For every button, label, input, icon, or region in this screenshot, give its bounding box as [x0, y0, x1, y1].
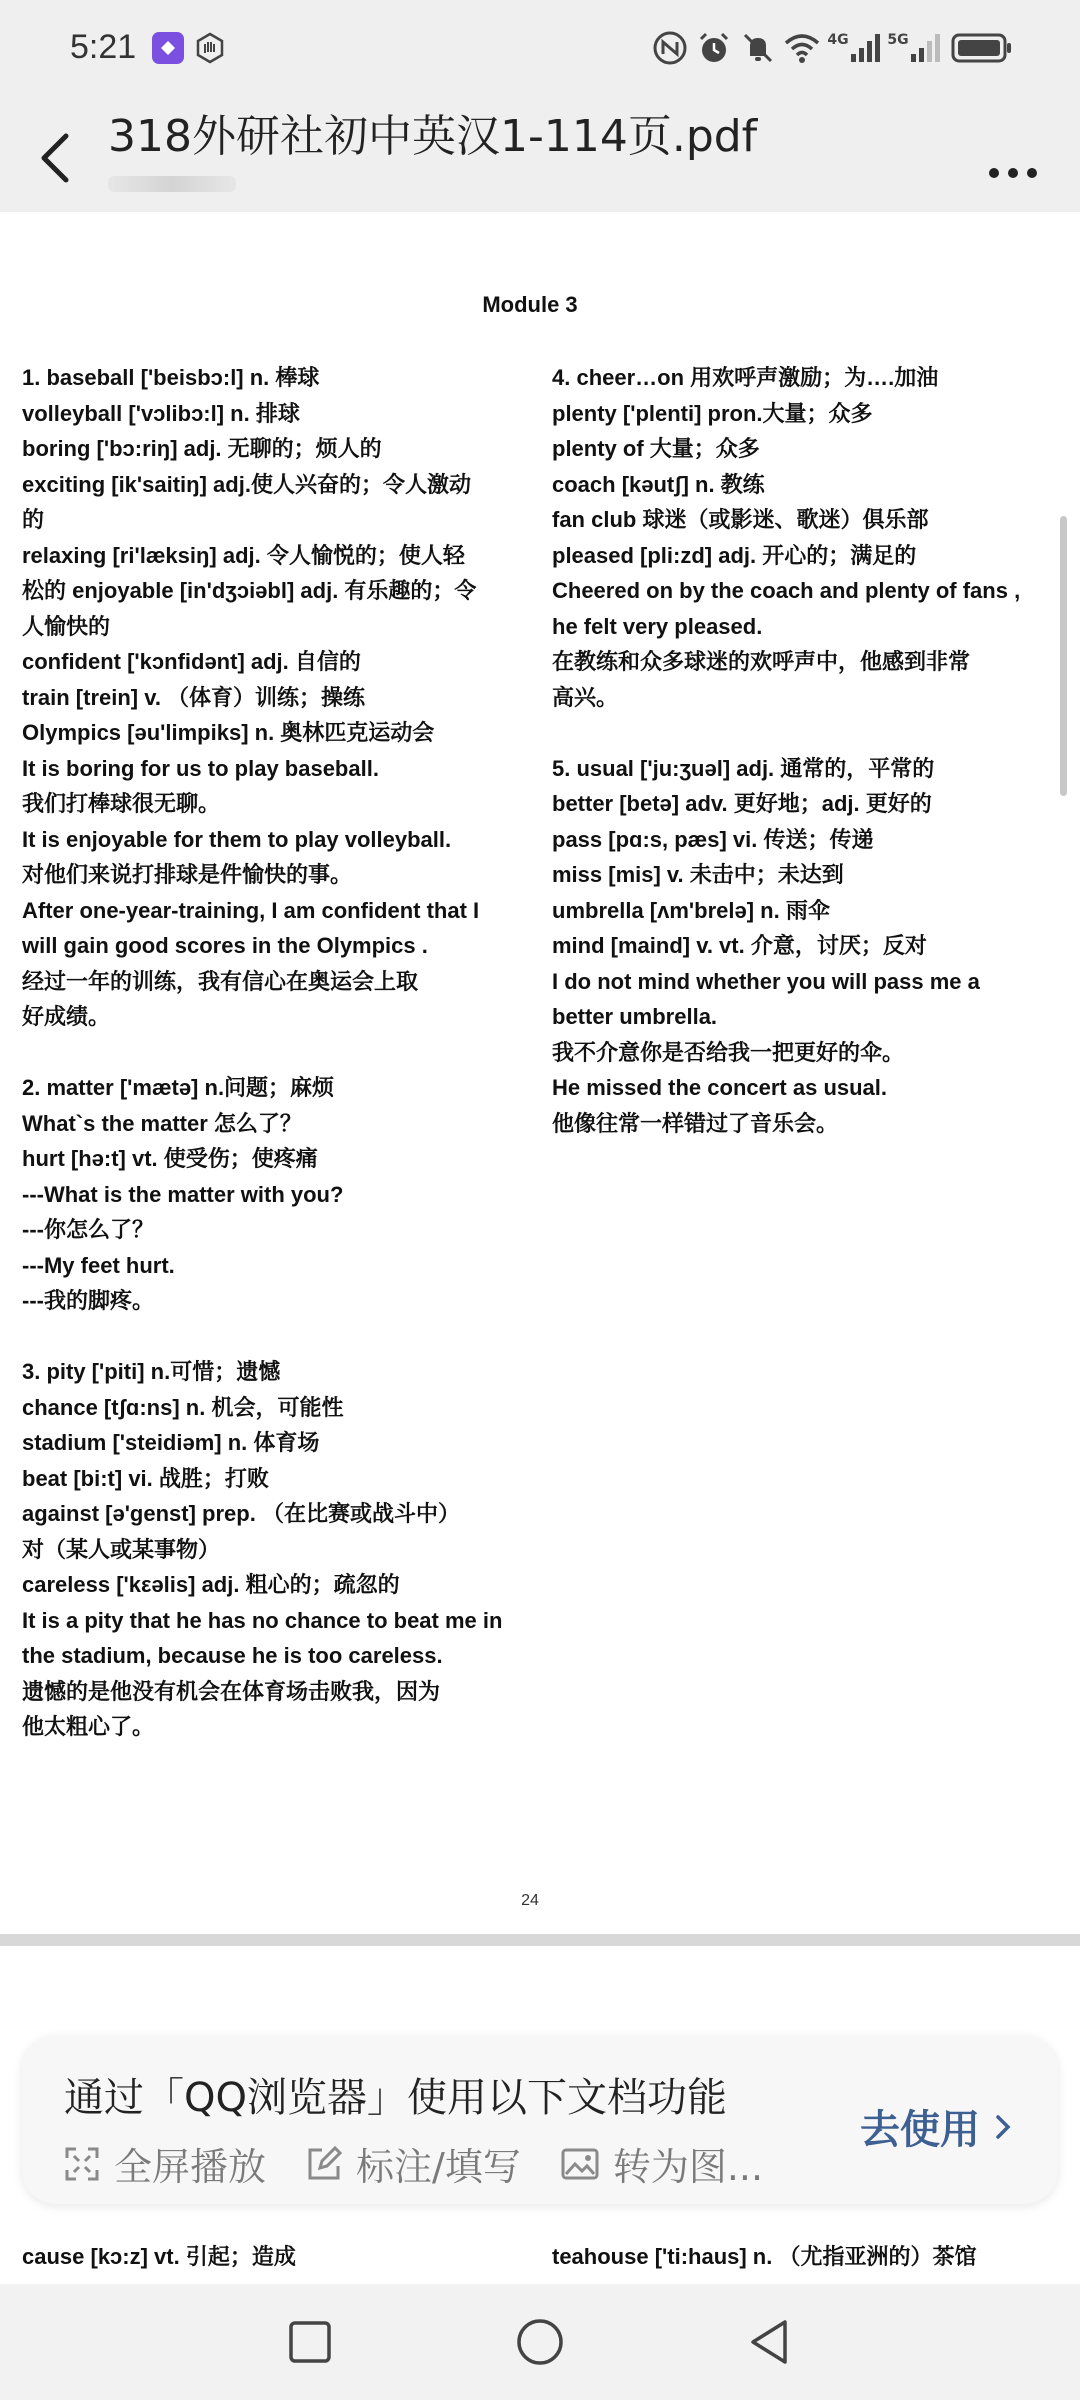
text-line: the stadium, because he is too careless.: [22, 1643, 443, 1668]
text-line: 2. matter ['mætə] n.问题；麻烦: [22, 1075, 335, 1100]
module-heading: Module 3: [482, 292, 578, 317]
text-line: relaxing [ri'læksiŋ] adj. 令人愉悦的；使人轻: [22, 542, 465, 568]
text-line: plenty ['plenti] pron.大量；众多: [552, 400, 873, 426]
recent-apps-button[interactable]: [280, 2312, 340, 2372]
banner-features: [64, 2136, 803, 2191]
text-line: 1. baseball ['beisbɔ:l] n. 棒球: [22, 365, 320, 390]
text-line: better umbrella.: [552, 1004, 718, 1029]
text-line: It is enjoyable for them to play volleyball.: [22, 826, 452, 852]
text-line: 对他们来说打排球是件愉快的事。: [22, 862, 353, 887]
text-line: hurt [hə:t] vt. 使受伤；使疼痛: [22, 1146, 318, 1171]
text-line: ---My feet hurt.: [22, 1252, 175, 1278]
document-page[interactable]: [0, 212, 1080, 1934]
home-icon: [515, 2317, 565, 2367]
text-line: train [trein] v. （体育）训练；操练: [22, 684, 366, 710]
wifi-icon: [782, 28, 822, 68]
blank-line: [552, 715, 1052, 751]
text-line: fan club 球迷（或影迷、歌迷）俱乐部: [552, 507, 929, 532]
text-line: 经过一年的训练，我有信心在奥运会上取: [22, 968, 419, 994]
text-line: 高兴。: [552, 684, 619, 710]
text-line: he felt very pleased.: [552, 613, 763, 639]
nav-back-button[interactable]: [740, 2312, 800, 2372]
mute-icon: [738, 28, 778, 68]
alarm-icon: [694, 28, 734, 68]
feature-annotate-label: 标注/填写: [356, 2145, 521, 2189]
text-line: coach [kəutʃ] n. 教练: [552, 471, 765, 497]
text-line: 对（某人或某事物）: [22, 1536, 221, 1562]
feature-annotate[interactable]: [306, 2136, 521, 2191]
text-line: careless ['kεəlis] adj. 粗心的；疏忽的: [22, 1572, 400, 1597]
battery-icon: [950, 28, 1014, 68]
text-line: 我们打棒球很无聊。: [22, 791, 221, 816]
text-line: umbrella [ʌm'brelə] n. 雨伞: [552, 897, 830, 923]
recent-apps-icon: [287, 2319, 333, 2365]
viewer-header: [0, 100, 1080, 212]
text-line: better [betə] adv. 更好地；adj. 更好的: [552, 791, 932, 816]
text-line: 松的 enjoyable [in'dʒɔiəbl] adj. 有乐趣的；令: [22, 578, 477, 603]
text-line: ---我的脚疼。: [22, 1288, 154, 1313]
fullscreen-icon: [64, 2146, 100, 2182]
text-line: miss [mis] v. 未击中；未达到: [552, 862, 844, 887]
right-column: [552, 360, 1052, 1141]
app-notification-icon: [150, 28, 186, 68]
text-line: pleased [pli:zd] adj. 开心的；满足的: [552, 542, 917, 568]
page-number: 24: [521, 1892, 539, 1909]
system-nav-bar: [0, 2284, 1080, 2400]
text-line: It is boring for us to play baseball.: [22, 755, 379, 781]
text-line: 我不介意你是否给我一把更好的伞。: [552, 1039, 905, 1065]
text-line: I do not mind whether you will pass me a: [552, 968, 980, 994]
text-line: will gain good scores in the Olympics .: [22, 933, 428, 958]
banner-title: 通过「QQ浏览器」使用以下文档功能: [64, 2075, 727, 2121]
page-separator: [0, 1934, 1080, 1946]
signal-4g-icon: [826, 28, 884, 68]
text-line: ---你怎么了？: [22, 1217, 154, 1242]
text-line: 4. cheer…on 用欢呼声激励；为….加油: [552, 365, 939, 390]
scrollbar[interactable]: [1060, 516, 1067, 796]
text-line: 在教练和众多球迷的欢呼声中，他感到非常: [552, 649, 971, 674]
text-line: He missed the concert as usual.: [552, 1075, 888, 1100]
text-line: 人愉快的: [22, 613, 111, 639]
use-now-button[interactable]: [860, 2098, 1018, 2155]
text-line: boring ['bɔ:riŋ] adj. 无聊的；烦人的: [22, 436, 382, 461]
text-line: 他像往常一样错过了音乐会。: [552, 1110, 839, 1136]
nfc-icon: [650, 28, 690, 68]
text-line: beat [bi:t] vi. 战胜；打败: [22, 1465, 269, 1491]
text-line: chance [tʃɑ:ns] n. 机会，可能性: [22, 1394, 344, 1420]
text-line: 好成绩。: [22, 1004, 111, 1029]
text-line: After one-year-training, I am confident that I: [22, 897, 480, 923]
next-page-line-right: teahouse ['ti:haus] n. （尤指亚洲的）茶馆: [552, 2244, 977, 2269]
blank-line: [22, 1319, 522, 1355]
text-line: mind [maind] v. vt. 介意，讨厌；反对: [552, 933, 927, 958]
text-line: Olympics [əu'limpiks] n. 奥林匹克运动会: [22, 720, 435, 745]
chevron-right-icon: [990, 2110, 1018, 2144]
feature-convert-image-label: 转为图...: [612, 2145, 764, 2189]
use-now-label: 去使用: [860, 2107, 980, 2153]
text-line: volleyball ['vɔlibɔ:l] n. 排球: [22, 400, 300, 426]
text-line: 他太粗心了。: [22, 1714, 155, 1739]
shield-hand-icon: [192, 28, 228, 68]
edit-icon: [306, 2146, 342, 2182]
text-line: against [ə'genst] prep. （在比赛或战斗中）: [22, 1501, 460, 1526]
feature-fullscreen-label: 全屏播放: [114, 2145, 267, 2189]
text-line: ---What is the matter with you?: [22, 1181, 344, 1207]
text-line: 的: [22, 507, 45, 532]
back-icon: [745, 2317, 795, 2367]
home-button[interactable]: [510, 2312, 570, 2372]
blank-line: [22, 1035, 522, 1071]
more-options-button[interactable]: [988, 144, 1038, 190]
text-line: What`s the matter 怎么了？: [22, 1110, 302, 1136]
text-line: 5. usual ['ju:ʒuəl] adj. 通常的，平常的: [552, 755, 935, 781]
text-line: 3. pity ['piti] n.可惜；遗憾: [22, 1359, 281, 1384]
text-line: plenty of 大量；众多: [552, 436, 760, 461]
blurred-subtitle: [108, 176, 236, 192]
status-bar: [0, 0, 1080, 100]
next-page-line-left: cause [kɔ:z] vt. 引起；造成: [22, 2244, 296, 2269]
text-line: confident ['kɔnfidənt] adj. 自信的: [22, 649, 361, 674]
feature-fullscreen[interactable]: [64, 2136, 266, 2191]
text-line: Cheered on by the coach and plenty of fans ,: [552, 578, 1021, 603]
text-line: pass [pɑ:s, pæs] vi. 传送；传递: [552, 826, 874, 852]
document-title: 318外研社初中英汉1-114页.pdf: [108, 111, 758, 162]
net-4g-label: 4G: [827, 32, 849, 48]
net-5g-label: 5G: [887, 32, 909, 48]
back-button[interactable]: [30, 120, 90, 190]
qq-browser-banner[interactable]: [22, 2036, 1058, 2204]
text-line: exciting [ik'saitiŋ] adj.使人兴奋的；令人激动: [22, 471, 471, 497]
text-line: stadium ['steidiəm] n. 体育场: [22, 1430, 320, 1455]
image-icon: [561, 2147, 599, 2181]
feature-convert-image[interactable]: [561, 2136, 763, 2191]
signal-5g-icon: [886, 28, 944, 68]
text-line: 遗憾的是他没有机会在体育场击败我，因为: [22, 1678, 441, 1704]
left-column: [22, 360, 522, 1745]
status-time: 5:21: [70, 28, 137, 66]
text-line: It is a pity that he has no chance to beat me in: [22, 1607, 503, 1633]
